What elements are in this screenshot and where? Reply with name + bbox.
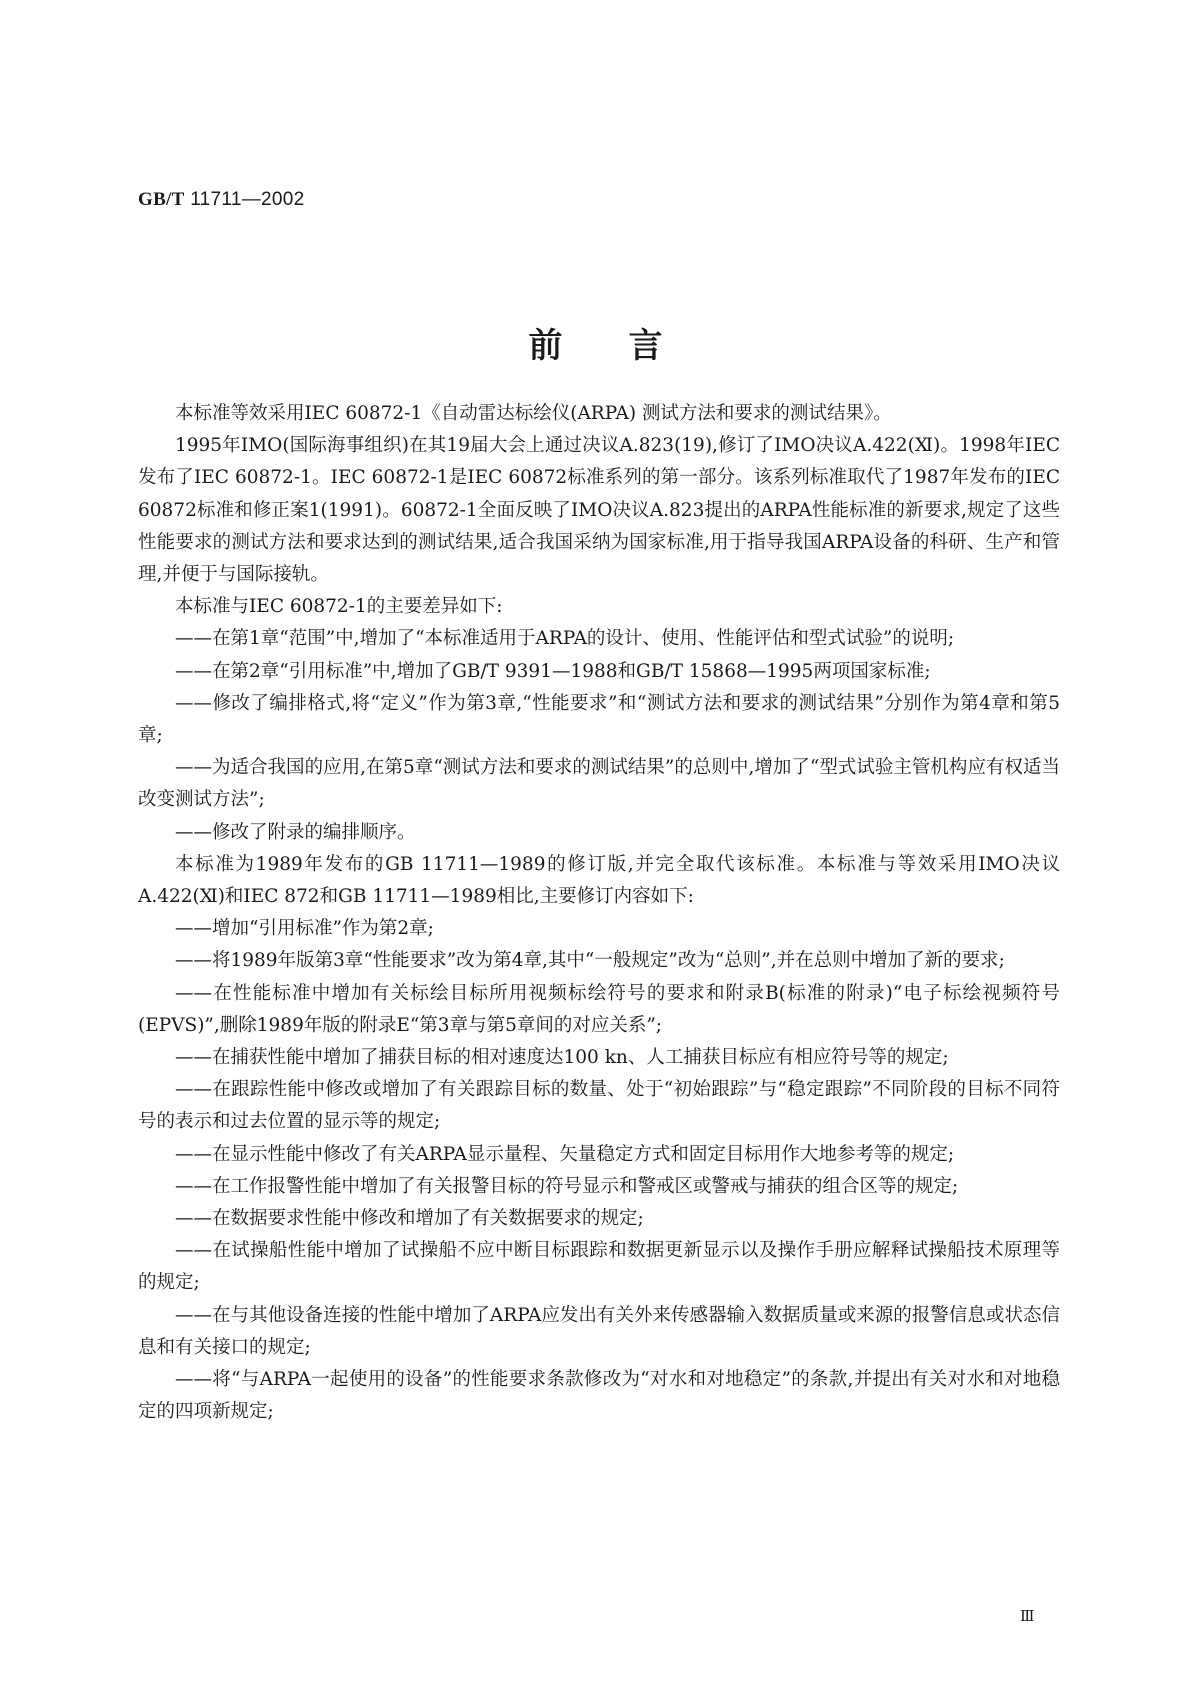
list-item: ——在数据要求性能中修改和增加了有关数据要求的规定; [175,1208,644,1230]
list-item: ——增加“引用标准”作为第2章; [175,918,434,940]
paragraph: 本标准为1989年发布的GB 11711—1989的修订版,并完全取代该标准。本标准与等效采用IMO决议A.422(Ⅺ)和IEC 872和GB 11711—1989相比,主要修订内容如下: [138,853,1060,908]
list-item: ——将“与ARPA一起使用的设备”的性能要求条款修改为“对水和对地稳定”的条款,并提出有关对水和对地稳定的四项新规定; [138,1369,1060,1423]
paragraph: 本标准等效采用IEC 60872-1《自动雷达标绘仪(ARPA) 测试方法和要求的测试结果》。 [175,403,892,424]
list-item: ——在工作报警性能中增加了有关报警目标的符号显示和警戒区或警戒与捕获的组合区等的规定; [175,1175,959,1197]
list-item: ——将1989年版第3章“性能要求”改为第4章,其中“一般规定”改为“总则”,并在总则中增加了新的要求; [175,950,1005,972]
list-item: ——在试操船性能中增加了试操船不应中断目标跟踪和数据更新显示以及操作手册应解释试操船技术原理等的规定; [138,1240,1060,1294]
foreword-body [138,398,1060,1429]
paragraph: 本标准与IEC 60872-1的主要差异如下: [175,596,503,618]
list-item: ——修改了附录的编排顺序。 [175,821,416,843]
standard-number: 11711—2002 [190,189,305,210]
list-item: ——为适合我国的应用,在第5章“测试方法和要求的测试结果”的总则中,增加了“型式试验主管机构应有权适当改变测试方法”; [138,757,1060,811]
list-item: ——在第1章“范围”中,增加了“本标准适用于ARPA的设计、使用、性能评估和型式试验”的说明; [175,628,955,650]
list-item: ——在与其他设备连接的性能中增加了ARPA应发出有关外来传感器输入数据质量或来源的报警信息或状态信息和有关接口的规定; [138,1304,1060,1358]
list-item: ——在捕获性能中增加了捕获目标的相对速度达100 kn、人工捕获目标应有相应符号等的规定; [175,1047,949,1069]
list-item: ——在跟踪性能中修改或增加了有关跟踪目标的数量、处于“初始跟踪”与“稳定跟踪”不同阶段的目标不同符号的表示和过去位置的显示等的规定; [138,1079,1060,1133]
standard-code [138,189,305,211]
paragraph: 1995年IMO(国际海事组织)在其19届大会上通过决议A.823(19),修订了IMO决议A.422(Ⅺ)。1998年IEC发布了IEC 60872-1。IEC 60872-1是IEC 60872标准系列的第一部分。该系列标准取代了1987年发布的IEC 60872标准和修正案1(1991)。60872-1全面反映了IMO决议A.823提出的ARPA性能标准的新要求,规定了这些性能要求的测试方法和要求达到的测试结果,适合我国采纳为国家标准,用于指导我国ARPA设备的科研、生产和管理,并便于与国际接轨。 [138,435,1060,586]
list-item: ——修改了编排格式,将“定义”作为第3章,“性能要求”和“测试方法和要求的测试结果”分别作为第4章和第5章; [138,692,1060,747]
page-title: 前言 [528,326,729,366]
list-item: ——在显示性能中修改了有关ARPA显示量程、矢量稳定方式和固定目标用作大地参考等的规定; [175,1143,955,1165]
page-number: Ⅲ [1020,1607,1035,1625]
standard-prefix: GB/T [138,189,185,210]
list-item: ——在性能标准中增加有关标绘目标所用视频标绘符号的要求和附录B(标准的附录)“电子标绘视频符号(EPVS)”,删除1989年版的附录E“第3章与第5章间的对应关系”; [138,982,1060,1036]
list-item: ——在第2章“引用标准”中,增加了GB/T 9391—1988和GB/T 15868—1995两项国家标准; [175,660,931,682]
